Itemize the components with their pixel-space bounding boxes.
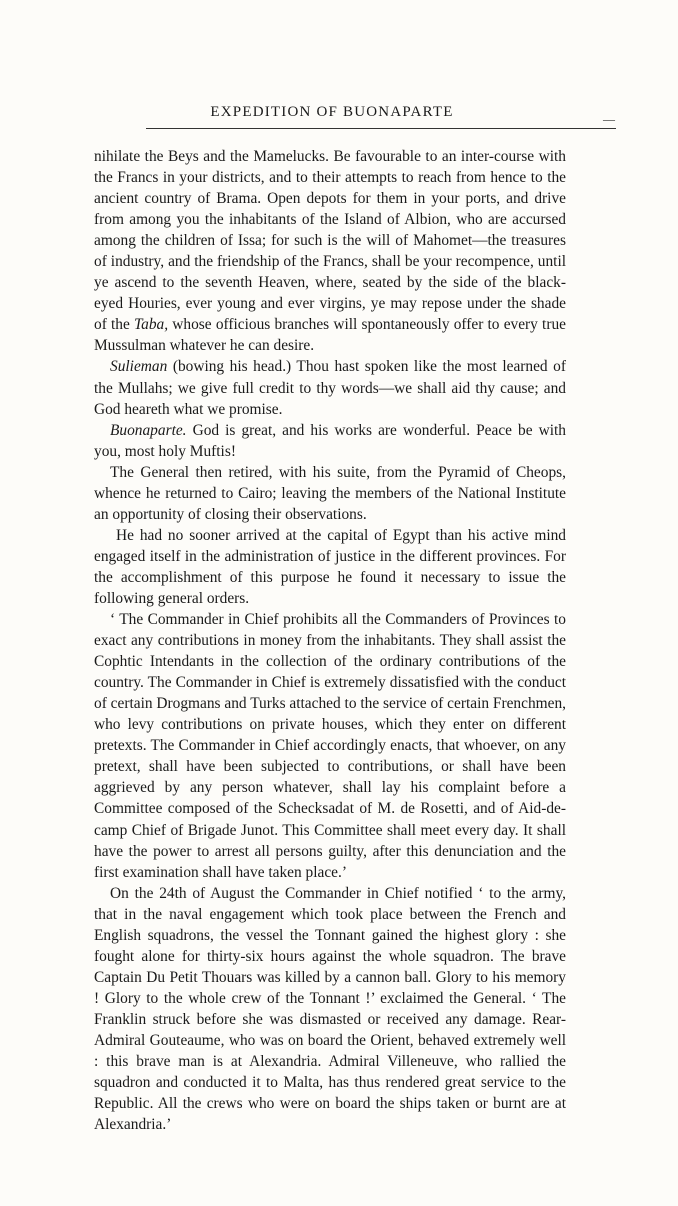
paragraph-sulieman: Sulieman (bowing his head.) Thou hast spoken like the most learned of the Mullahs; we give full credit to thy words—we shall aid thy cause; and God heareth what we promise. <box>94 358 566 418</box>
speaker-name: Sulieman <box>110 358 168 376</box>
header-mark: — <box>603 112 615 126</box>
paragraph-general-orders: ‘ The Commander in Chief prohibits all the Commanders of Provinces to exact any contributions in money from the inhabitants. They shall assist the Cophtic Intendants in the collection of the ordinary contributions of the country. The Commander in Chief is extremely dissatisfied with the conduct of certain Drogmans and Turks attached to the service of certain Frenchmen, who levy contributions on private houses, which they enter on different pretexts. The Commander in Chief accordingly enacts, that whoever, on any pretext, shall have been subjected to contributions, or shall have been aggrieved by any person whatever, shall lay his complaint before a Committee composed of the Schecksadat of M. de Rosetti, and of Aid-de-camp Chief of Brigade Junot. This Committee shall meet every day. It shall have the power to arrest all persons guilty, after this denunciation and the first examination shall have taken place.’ <box>94 611 566 881</box>
paragraph-continuation: nihilate the Beys and the Mamelucks. Be favourable to an inter-course with the Francs in your districts, and to their attempts to reach from hence to the ancient country of Brama. Open depots for them in your ports, and drive from among you the inhabitants of the Island of Albion, who are accursed among the children of Issa; for such is the will of Mahomet—the treasures of industry, and the friendship of the Francs, shall be your recompence, until ye ascend to the seventh Heaven, where, seated by the side of the black-eyed Houries, ever young and ever virgins, ye may repose under the shade of the Taba, whose officious branches will spontaneously offer to every true Mussulman whatever he can desire. <box>94 148 566 355</box>
speaker-name: Buonaparte. <box>110 421 187 439</box>
running-header: EXPEDITION OF BUONAPARTE <box>210 104 454 120</box>
paragraph-buonaparte: Buonaparte. God is great, and his works are wonderful. Peace be with you, most holy Muftis! <box>94 421 566 460</box>
header-rule <box>146 128 616 129</box>
body-text <box>94 146 566 1135</box>
paragraph-capital: He had no sooner arrived at the capital of Egypt than his active mind engaged itself in the administration of justice in the different provinces. For the accomplishment of this purpose he found it necessary to issue the following general orders. <box>94 526 566 607</box>
paragraph-general-retired: The General then retired, with his suite, from the Pyramid of Cheops, whence he returned to Cairo; leaving the members of the National Institute an opportunity of closing their observations. <box>94 463 566 523</box>
paragraph-naval-engagement: On the 24th of August the Commander in Chief notified ‘ to the army, that in the naval engagement which took place between the French and English squadrons, the vessel the Tonnant gained the highest glory : she fought alone for thirty-six hours against the whole squadron. The brave Captain Du Petit Thouars was killed by a cannon ball. Glory to his memory ! Glory to the whole crew of the Tonnant !’ exclaimed the General. ‘ The Franklin struck before she was dismasted or received any damage. Rear-Admiral Gouteaume, who was on board the Orient, behaved extremely well : this brave man is at Alexandria. Admiral Villeneuve, who rallied the squadron and conducted it to Malta, has thus rendered great service to the Republic. All the crews who were on board the ships taken or burnt are at Alexandria.’ <box>94 884 566 1134</box>
